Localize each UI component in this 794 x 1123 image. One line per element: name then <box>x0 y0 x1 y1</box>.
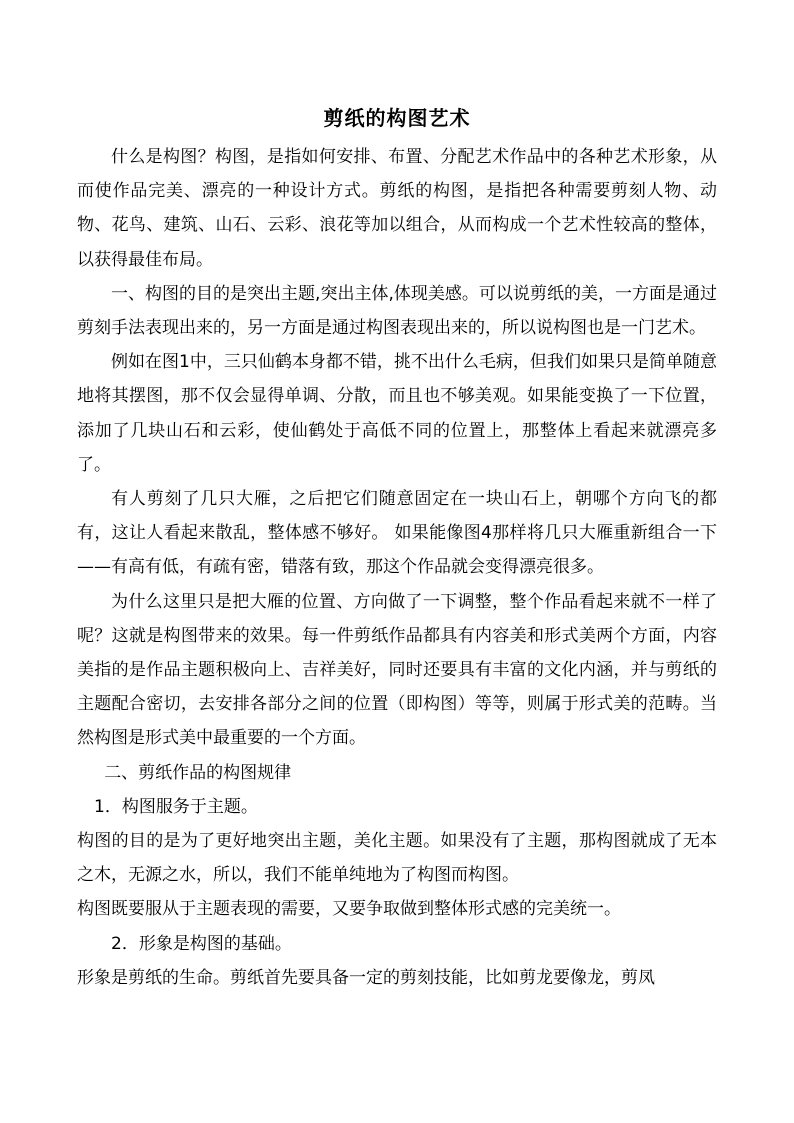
paragraph-example-cranes: 例如在图1中，三只仙鹤本身都不错，挑不出什么毛病，但我们如果只是简单随意地将其摆图，那不仅会显得单调、分散，而且也不够美观。如果能变换了一下位置，添加了几块山石和云彩，使仙鹤处于高低不同的位置上，那整体上看起来就漂亮多了。 <box>77 352 717 475</box>
rule-heading-two: 2．形象是构图的基础。 <box>111 933 292 954</box>
rule-heading-one: 1．构图服务于主题。 <box>94 796 258 817</box>
paragraph-example-geese: 有人剪刻了几只大雁，之后把它们随意固定在一块山石上，朝哪个方向飞的都有，这让人看起来散乱，整体感不够好。 如果能像图4那样将几只大雁重新组合一下——有高有低，有疏有密，错落有致，那这个作品就会变得漂亮很多。 <box>77 489 717 578</box>
rule-two-text: 形象是剪纸的生命。剪纸首先要具备一定的剪刻技能，比如剪龙要像龙，剪凤 <box>77 967 655 988</box>
document-title: 剪纸的构图艺术 <box>323 106 471 130</box>
section-heading-two: 二、剪纸作品的构图规律 <box>104 762 292 783</box>
document-body <box>77 140 717 995</box>
paragraph-section-one: 一、构图的目的是突出主题,突出主体,体现美感。可以说剪纸的美，一方面是通过剪刻手法表现出来的，另一方面是通过构图表现出来的，所以说构图也是一门艺术。 <box>77 283 717 339</box>
rule-one-text-b: 构图既要服从于主题表现的需要，又要争取做到整体形式感的完美统一。 <box>77 899 621 920</box>
paragraph-intro: 什么是构图？构图，是指如何安排、布置、分配艺术作品中的各种艺术形象，从而使作品完美、漂亮的一种设计方式。剪纸的构图，是指把各种需要剪刻人物、动物、花鸟、建筑、山石、云彩、浪花等加以组合，从而构成一个艺术性较高的整体，以获得最佳布局。 <box>77 147 717 270</box>
paragraph-form-beauty: 为什么这里只是把大雁的位置、方向做了一下调整，整个作品看起来就不一样了呢？这就是构图带来的效果。每一件剪纸作品都具有内容美和形式美两个方面，内容美指的是作品主题积极向上、吉祥美好，同时还要具有丰富的文化内涵，并与剪纸的主题配合密切，去安排各部分之间的位置（即构图）等等，则属于形式美的范畴。当然构图是形式美中最重要的一个方面。 <box>77 591 717 749</box>
rule-one-text-a: 构图的目的是为了更好地突出主题，美化主题。如果没有了主题，那构图就成了无本之木，无源之水，所以，我们不能单纯地为了构图而构图。 <box>77 831 717 886</box>
